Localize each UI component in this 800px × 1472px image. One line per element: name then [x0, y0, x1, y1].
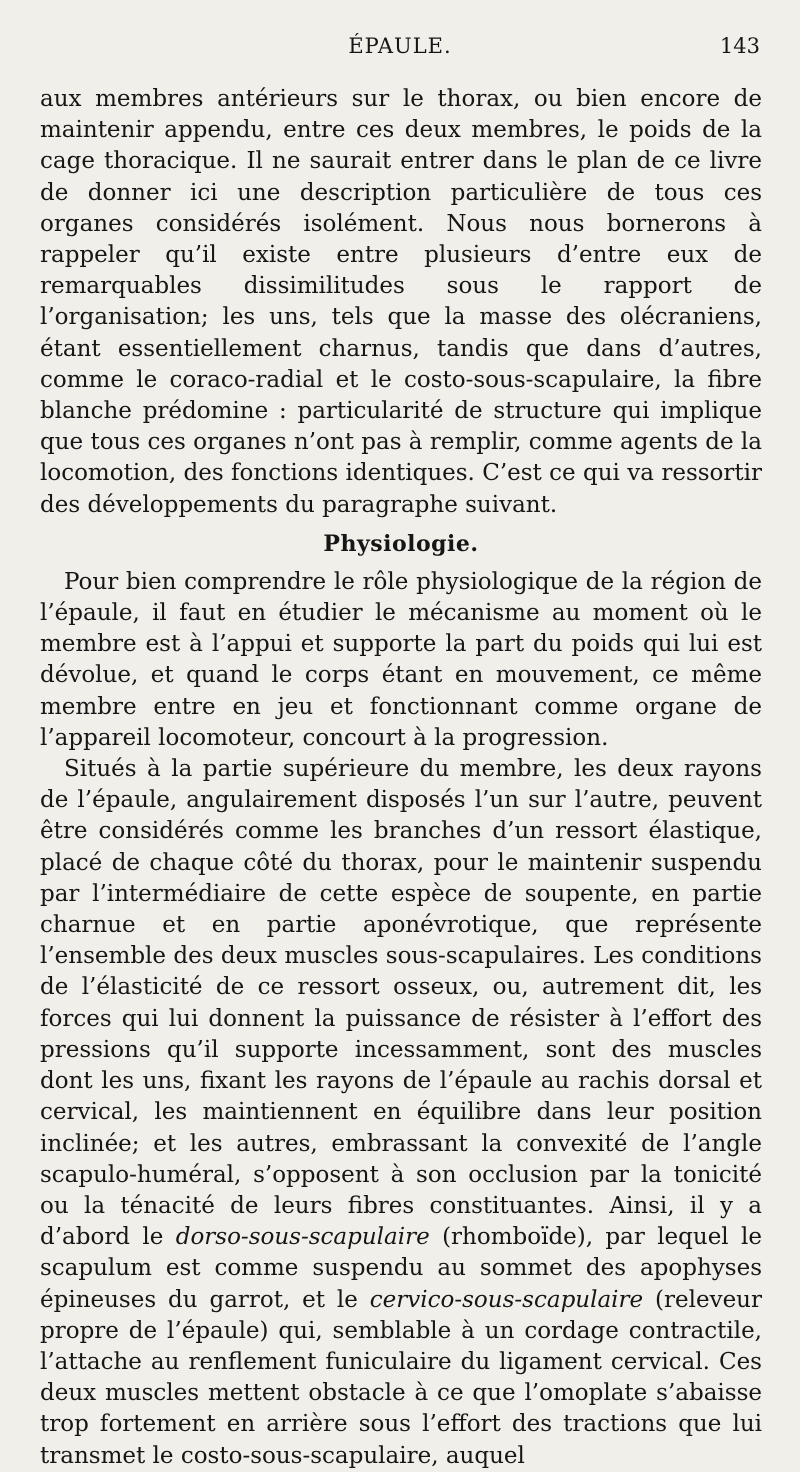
page-header [40, 34, 760, 66]
body-text [40, 84, 762, 1472]
paragraph-shoulder-mechanics [40, 754, 762, 1472]
paragraph-physiology-intro: Pour bien comprendre le rôle physiologique de la région de l’épaule, il faut en étudier le mécanisme au moment où le membre est à l’appui et supporte la part du poids qui lui est dévolue, et quand le corps étant en mouvement, ce même membre entre en jeu et fonctionnant comme organe de l’appareil locomoteur, concourt à la progression. [40, 568, 762, 751]
italic-term: cervico-sous-scapulaire [369, 1286, 644, 1313]
italic-term: dorso-sous-scapulaire [175, 1224, 430, 1251]
section-heading: Physiologie. [323, 530, 479, 557]
paragraph-text: (releveur propre de l’épaule) qui, semblable à un cordage contractile, l’attache au renflement funiculaire du ligament cervical. Ces deux muscles mettent obstacle à ce que l’omoplate s’abaisse trop fortement en arrière sous l’effort des tractions que lui transmet le costo-sous-scapulaire, auquel [40, 1286, 762, 1469]
page-number: 143 [719, 34, 760, 58]
paragraph-text: Situés à la partie supérieure du membre, les deux rayons de l’épaule, angulairement disposés l’un sur l’autre, peuvent être considérés comme les branches d’un ressort élastique, placé de chaque côté du thorax, pour le maintenir suspendu par l’intermédiaire de cette espèce de soupente, en partie charnue et en partie aponévrotique, que représente l’ensemble des deux muscles sous-scapulaires. Les conditions de l’élasticité de ce ressort osseux, ou, autrement dit, les forces qui lui donnent la puissance de résister à l’effort des pressions qu’il supporte incessamment, sont des muscles dont les uns, fixant les rayons de l’épaule au rachis dorsal et cervical, les maintiennent en équilibre dans leur position inclinée; et les autres, embrassant la convexité de l’angle scapulo-huméral, s’opposent à son occlusion par la tonicité ou la ténacité de leurs fibres constituantes. Ainsi, il y a d’abord le [40, 756, 762, 1251]
paragraph-text: (rhomboïde), par lequel le scapulum est comme suspendu au sommet des apophyses épineuses du garrot, et le [40, 1224, 762, 1313]
paragraph-continuation: aux membres antérieurs sur le thorax, ou bien encore de maintenir appendu, entre ces deux membres, le poids de la cage thoracique. Il ne saurait entrer dans le plan de ce livre de donner ici une description particulière de tous ces organes considérés isolément. Nous nous bornerons à rappeler qu’il existe entre plusieurs d’entre eux de remarquables dissimilitudes sous le rapport de l’organisation; les uns, tels que la masse des olécraniens, étant essentiellement charnus, tandis que dans d’autres, comme le coraco-radial et le costo-sous-scapulaire, la fibre blanche prédomine : particularité de structure qui implique que tous ces organes n’ont pas à remplir, comme agents de la locomotion, des fonctions identiques. C’est ce qui va ressortir des développements du paragraphe suivant. [40, 86, 762, 518]
running-title: ÉPAULE. [348, 34, 452, 58]
